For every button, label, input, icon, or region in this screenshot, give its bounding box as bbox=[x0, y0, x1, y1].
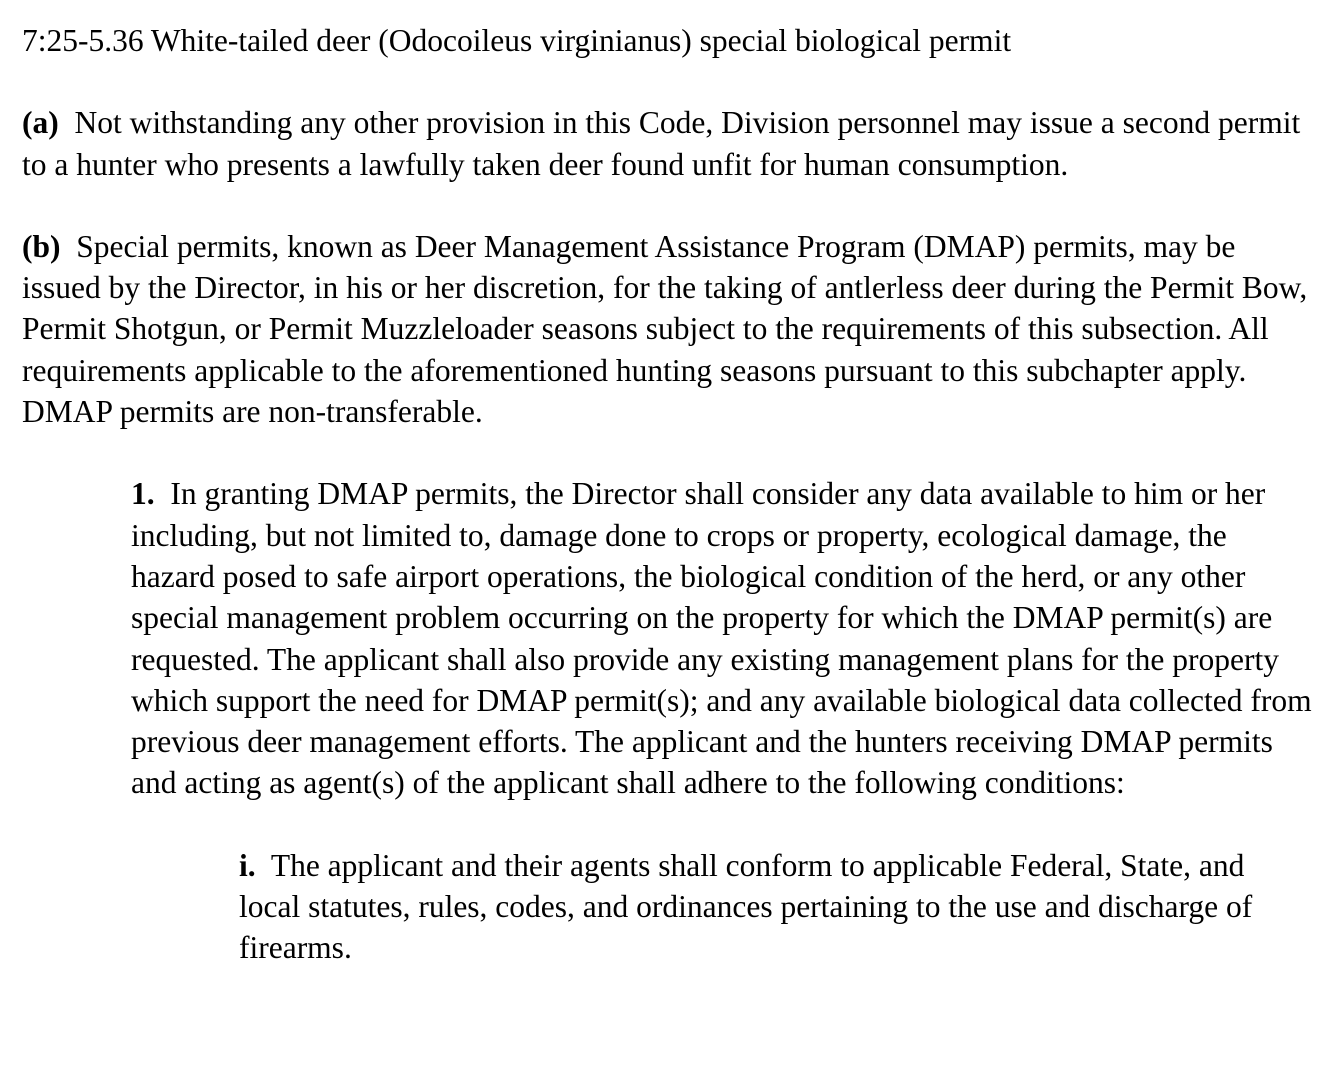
paragraph-b-1-i bbox=[239, 845, 1312, 969]
paragraph-marker: (a) bbox=[22, 105, 59, 141]
paragraph-b-1 bbox=[131, 473, 1312, 803]
paragraph-text: The applicant and their agents shall conform to applicable Federal, State, and local statutes, rules, codes, and ordinances pertaining to the use and discharge of firearms. bbox=[239, 847, 1253, 966]
paragraph-text: Special permits, known as Deer Management Assistance Program (DMAP) permits, may be issued by the Director, in his or her discretion, for the taking of antlerless deer during the Permit Bow, Permit Shotgun, or Permit Muzzleloader seasons subject to the requirements of this subsection. All requirements applicable to the aforementioned hunting seasons pursuant to this subchapter apply. DMAP permits are non-transferable. bbox=[22, 228, 1308, 430]
paragraph-a bbox=[22, 102, 1312, 185]
document-body bbox=[22, 20, 1312, 1010]
paragraph-b bbox=[22, 226, 1312, 432]
paragraph-marker: 1. bbox=[131, 476, 155, 512]
paragraph-text: In granting DMAP permits, the Director shall consider any data available to him or her including, but not limited to, damage done to crops or property, ecological damage, the hazard posed to safe airport operations, the biological condition of the herd, or any other special management problem occurring on the property for which the DMAP permit(s) are requested. The applicant shall also provide any existing management plans for the property which support the need for DMAP permit(s); and any available biological data collected from previous deer management efforts. The applicant and the hunters receiving DMAP permits and acting as agent(s) of the applicant shall adhere to the following conditions: bbox=[131, 476, 1312, 801]
paragraph-text: Not withstanding any other provision in this Code, Division personnel may issue a second permit to a hunter who presents a lawfully taken deer found unfit for human consumption. bbox=[22, 105, 1301, 182]
paragraph-marker: i. bbox=[239, 847, 256, 883]
section-title: 7:25-5.36 White-tailed deer (Odocoileus virginianus) special biological permit bbox=[22, 23, 1012, 58]
paragraph-marker: (b) bbox=[22, 228, 61, 264]
